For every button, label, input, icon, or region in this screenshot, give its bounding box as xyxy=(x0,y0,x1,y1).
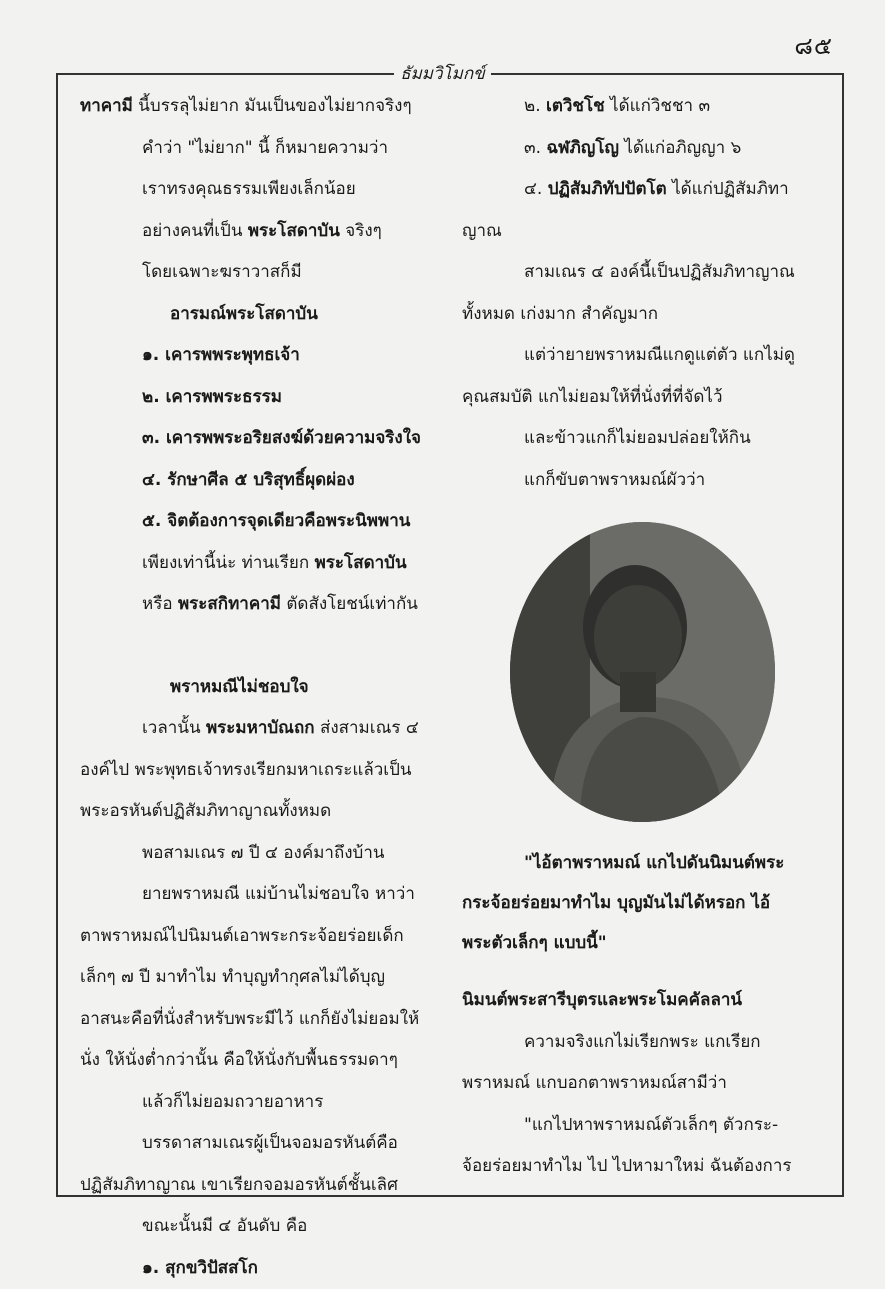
line-text: จริงๆ xyxy=(340,221,382,241)
line-text: คำว่า "ไม่ยาก" นี้ ก็หมายความว่า xyxy=(142,138,388,158)
line-text: โดยเฉพาะฆราวาสก็มี xyxy=(142,262,302,282)
line-text: เพียงเท่านี้น่ะ ท่านเรียก xyxy=(142,553,315,573)
line-text: ญาณ xyxy=(462,221,502,241)
line-text: หรือ xyxy=(142,594,178,614)
left-line xyxy=(80,460,452,502)
left-line xyxy=(80,916,452,958)
right-line xyxy=(462,460,824,502)
bold-term: ปฏิสัมภิทัปปัตโต xyxy=(548,179,667,199)
right-line xyxy=(462,252,824,294)
right-line xyxy=(462,294,824,336)
left-line xyxy=(80,252,452,294)
bold-term: พระมหาบัณถก xyxy=(206,718,315,738)
left-line xyxy=(80,1082,452,1124)
bold-text: ๕. จิตต้องการจุดเดียวคือพระนิพพาน xyxy=(142,511,410,531)
line-text: ปฏิสัมภิทาญาณ เขาเรียกจอมอรหันต์ชั้นเลิศ xyxy=(80,1175,398,1195)
left-line xyxy=(80,791,452,833)
right-tail-line xyxy=(462,1146,840,1188)
left-line xyxy=(80,169,452,211)
line-text: นั่ง ให้นั่งต่ำกว่านั้น คือให้นั่งกับพื้นธรรมดาๆ xyxy=(80,1050,398,1070)
right-column xyxy=(462,86,824,501)
left-line xyxy=(80,543,452,585)
line-text: ยายพราหมณี แม่บ้านไม่ชอบใจ หาว่า xyxy=(142,884,415,904)
line-text: ได้แก่อภิญญา ๖ xyxy=(619,138,741,158)
left-line xyxy=(80,1248,452,1289)
caption-line: กระจ้อยร่อยมาทำไม บุญมันไม่ได้หรอก ไอ้ xyxy=(462,883,824,923)
bold-text: ๑. สุกขวิปัสสโก xyxy=(142,1258,258,1278)
right-tail-line xyxy=(462,1022,840,1064)
bold-text: ๑. เคารพพระพุทธเจ้า xyxy=(142,345,300,365)
monk-portrait-photo xyxy=(510,522,775,822)
line-text: เราทรงคุณธรรมเพียงเล็กน้อย xyxy=(142,179,356,199)
line-text: เวลานั้น xyxy=(142,718,206,738)
left-line xyxy=(80,377,452,419)
left-line xyxy=(80,294,452,336)
left-line xyxy=(80,128,452,170)
line-text: ๒. xyxy=(524,96,546,116)
line-text: องค์ไป พระพุทธเจ้าทรงเรียกมหาเถระแล้วเป็น xyxy=(80,760,412,780)
running-head: ธัมมวิโมกข์ xyxy=(0,60,885,87)
line-text: แกก็ขับตาพราหมณ์ผัวว่า xyxy=(524,470,705,490)
left-column xyxy=(80,86,452,1289)
bold-term: พระโสดาบัน xyxy=(248,221,340,241)
bold-term: ฉฬภิญโญ xyxy=(546,138,619,158)
right-column-continued xyxy=(462,980,840,1188)
left-line xyxy=(80,584,452,626)
left-line xyxy=(80,501,452,543)
line-text: ได้แก่ปฏิสัมภิทา xyxy=(667,179,789,199)
left-line xyxy=(80,1206,452,1248)
line-text: บรรดาสามเณรผู้เป็นจอมอรหันต์คือ xyxy=(142,1133,398,1153)
photo-caption xyxy=(462,843,824,963)
right-line xyxy=(462,128,824,170)
bold-term: พระสกิทาคามี xyxy=(178,594,281,614)
left-line xyxy=(80,957,452,999)
left-line xyxy=(80,418,452,460)
line-text: ได้แก่วิชชา ๓ xyxy=(605,96,710,116)
left-line xyxy=(80,335,452,377)
right-line xyxy=(462,211,824,253)
section-heading: นิมนต์พระสารีบุตรและพระโมคคัลลาน์ xyxy=(462,980,840,1022)
left-line xyxy=(80,1165,452,1207)
page-number: ๘๕ xyxy=(794,26,833,65)
left-line xyxy=(80,999,452,1041)
line-text: พระอรหันต์ปฏิสัมภิทาญาณทั้งหมด xyxy=(80,801,331,821)
line-text: ทั้งหมด เก่งมาก สำคัญมาก xyxy=(462,304,658,324)
line-text: ตาพราหมณ์ไปนิมนต์เอาพระกระจ้อยร่อยเด็ก xyxy=(80,926,404,946)
line-text: ความจริงแกไม่เรียกพระ แกเรียก xyxy=(524,1032,761,1052)
paragraph-gap xyxy=(80,626,452,667)
right-line xyxy=(462,169,824,211)
right-line xyxy=(462,86,824,128)
bold-text: ๓. เคารพพระอริยสงฆ์ด้วยความจริงใจ xyxy=(142,428,421,448)
bold-text: ๒. เคารพพระธรรม xyxy=(142,387,282,407)
left-line xyxy=(80,1123,452,1165)
line-text: เล็กๆ ๗ ปี มาทำไม ทำบุญทำกุศลไม่ได้บุญ xyxy=(80,967,385,987)
line-text: ส่งสามเณร ๔ xyxy=(315,718,419,738)
line-text: อย่างคนที่เป็น xyxy=(142,221,248,241)
bold-term: พระโสดาบัน xyxy=(315,553,407,573)
left-line xyxy=(80,750,452,792)
right-tail-line xyxy=(462,1063,840,1105)
line-text: พราหมณ์ แกบอกตาพราหมณ์สามีว่า xyxy=(462,1073,727,1093)
line-text: ๓. xyxy=(524,138,546,158)
left-line xyxy=(80,1040,452,1082)
bold-text: พราหมณีไม่ชอบใจ xyxy=(170,677,309,697)
line-text: แล้วก็ไม่ยอมถวายอาหาร xyxy=(142,1092,323,1112)
line-text: ตัดสังโยชน์เท่ากัน xyxy=(281,594,418,614)
line-text: แต่ว่ายายพราหมณีแกดูแต่ตัว แกไม่ดู xyxy=(524,345,795,365)
left-line xyxy=(80,874,452,916)
caption-line: "ไอ้ตาพราหมณ์ แกไปดันนิมนต์พระ xyxy=(462,843,824,883)
caption-line: พระตัวเล็กๆ แบบนี้" xyxy=(462,923,824,963)
line-text: "แกไปหาพราหมณ์ตัวเล็กๆ ตัวกระ- xyxy=(524,1115,778,1135)
bold-text: ทาคามี xyxy=(80,96,133,116)
line-text: และข้าวแกก็ไม่ยอมปล่อยให้กิน xyxy=(524,428,751,448)
line-text: พอสามเณร ๗ ปี ๔ องค์มาถึงบ้าน xyxy=(142,843,385,863)
left-line xyxy=(80,211,452,253)
right-line xyxy=(462,335,824,377)
bold-text: อารมณ์พระโสดาบัน xyxy=(170,304,318,324)
left-line xyxy=(80,708,452,750)
left-line xyxy=(80,667,452,709)
bold-term: เตวิชโช xyxy=(546,96,605,116)
line-text: ๔. xyxy=(524,179,548,199)
line-text: ขณะนั้นมี ๔ อันดับ คือ xyxy=(142,1216,307,1236)
right-tail-line xyxy=(462,1105,840,1147)
right-line xyxy=(462,418,824,460)
line-text: จ้อยร่อยมาทำไม ไป ไปหามาใหม่ ฉันต้องการ xyxy=(462,1156,792,1176)
left-line xyxy=(80,833,452,875)
line-text: นี้บรรลุไม่ยาก มันเป็นของไม่ยากจริงๆ xyxy=(133,96,412,116)
bold-text: ๔. รักษาศีล ๕ บริสุทธิ์ผุดผ่อง xyxy=(142,470,355,490)
right-line xyxy=(462,377,824,419)
line-text: สามเณร ๔ องค์นี้เป็นปฏิสัมภิทาญาณ xyxy=(524,262,795,282)
line-text: คุณสมบัติ แกไม่ยอมให้ที่นั่งที่ที่จัดไว้ xyxy=(462,387,723,407)
line-text: อาสนะคือที่นั่งสำหรับพระมีไว้ แกก็ยังไม่ยอมให้ xyxy=(80,1009,419,1029)
left-line xyxy=(80,86,452,128)
